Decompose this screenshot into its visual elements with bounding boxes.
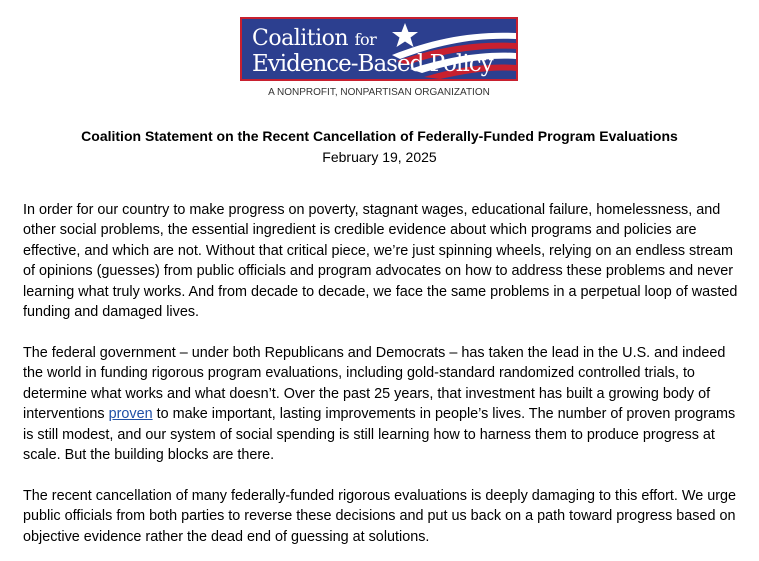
proven-link[interactable]: proven bbox=[108, 406, 153, 423]
logo-tagline: A NONPROFIT, NONPARTISAN ORGANIZATION bbox=[268, 87, 490, 98]
logo-line-1: Coalition for bbox=[252, 26, 377, 51]
statement-title: Coalition Statement on the Recent Cancellation of Federally-Funded Program Evaluations bbox=[81, 128, 678, 144]
logo-line-2: Evidence-Based Policy bbox=[252, 51, 493, 77]
paragraph-3: The recent cancellation of many federally-funded rigorous evaluations is deeply damaging to this effort. We urge public officials from both parties to reverse these decisions and put us back on a path toward progress based on objective evidence rather the dead end of guessing at solutions. bbox=[23, 488, 737, 545]
organization-logo bbox=[240, 17, 518, 81]
paragraph-1: In order for our country to make progress on poverty, stagnant wages, educational failure, homelessness, and other social problems, the essential ingredient is credible evidence about which programs and policies are effective, and which are not. Without that critical piece, we’re just spinning wheels, relying on an endless stream of opinions (guesses) from public officials and program advocates on how to address these problems and never learning what truly works. And from decade to decade, we face the same problems in a perpetual loop of wasted funding and damaged lives. bbox=[23, 202, 738, 321]
statement-date: February 19, 2025 bbox=[322, 149, 437, 165]
paragraph-2: The federal government – under both Republicans and Democrats – has taken the lead in the U.S. and indeed the world in funding rigorous program evaluations, including gold-standard randomized controlled trials, to determine what works and what doesn’t. Over the past 25 years, that investment has built a growing body of interventions proven to make important, lasting improvements in people’s lives. The number of proven programs is still modest, and our system of social spending is still learning how to harness them to produce progress at scale. But the building blocks are there. bbox=[23, 345, 736, 464]
star-icon bbox=[392, 23, 418, 47]
